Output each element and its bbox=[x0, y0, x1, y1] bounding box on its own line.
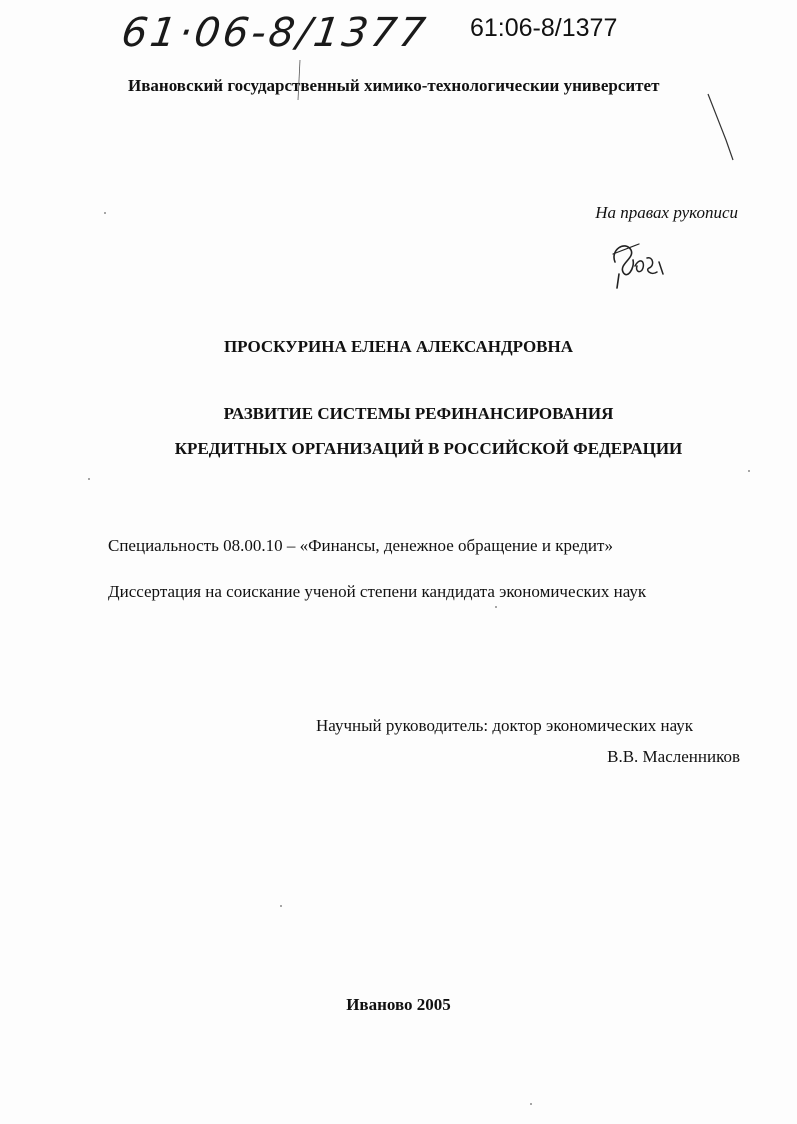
scan-speck bbox=[104, 212, 106, 214]
pen-stroke-mark bbox=[0, 0, 797, 200]
scan-speck bbox=[88, 478, 90, 480]
author-signature bbox=[605, 232, 675, 292]
advisor-name: В.В. Масленников bbox=[607, 747, 740, 766]
typed-catalog-number: 61:06-8/1377 bbox=[470, 14, 618, 42]
specialty-line: Специальность 08.00.10 – «Финансы, денежное обращение и кредит» bbox=[108, 536, 613, 555]
scan-speck bbox=[748, 470, 750, 472]
author-name: ПРОСКУРИНА ЕЛЕНА АЛЕКСАНДРОВНА bbox=[223, 337, 574, 356]
scan-speck bbox=[530, 1103, 532, 1105]
city-and-year: Иваново 2005 bbox=[346, 995, 451, 1014]
university-name: Ивановский государственный химико-технологическии университет bbox=[128, 76, 660, 95]
advisor-label: Научный руководитель: доктор экономических наук bbox=[316, 716, 694, 735]
scan-speck bbox=[280, 905, 282, 907]
handwritten-catalog-number: 61·06-8/1377 bbox=[118, 10, 431, 56]
dissertation-title-line-2: КРЕДИТНЫХ ОРГАНИЗАЦИЙ В РОССИЙСКОЙ ФЕДЕРАЦИИ bbox=[174, 439, 683, 458]
scan-speck bbox=[495, 606, 497, 608]
dissertation-title-line-1: РАЗВИТИЕ СИСТЕМЫ РЕФИНАНСИРОВАНИЯ bbox=[223, 404, 614, 423]
rights-note: На правах рукописи bbox=[595, 203, 738, 222]
degree-line: Диссертация на соискание ученой степени кандидата экономических наук bbox=[108, 582, 647, 601]
